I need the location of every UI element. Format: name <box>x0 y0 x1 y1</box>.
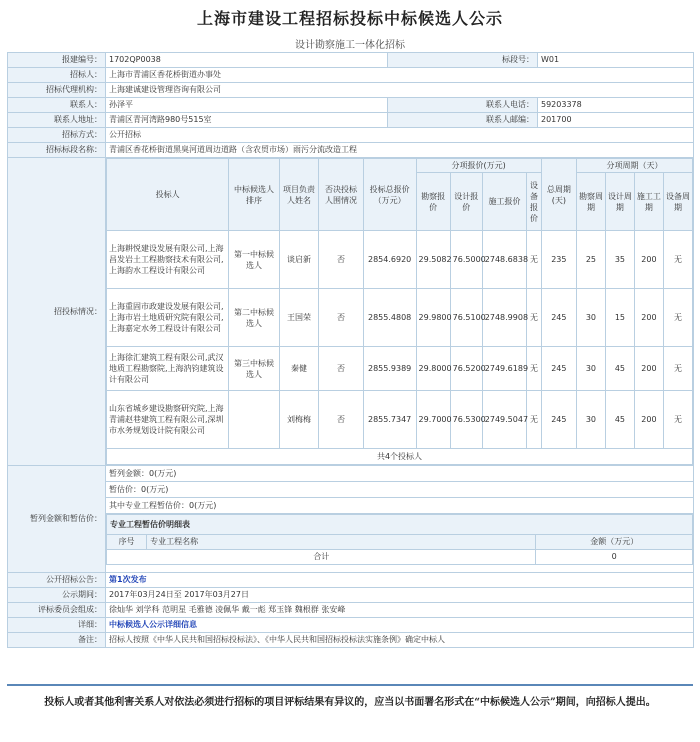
col-survey-period: 勘察周期 <box>576 173 605 231</box>
total-period-cell: 245 <box>541 347 576 391</box>
col-design-price: 设计报价 <box>450 173 482 231</box>
veto-cell: 否 <box>319 289 364 347</box>
provisional-amount: 暂列金额：0(万元) <box>106 466 693 482</box>
col-bidder: 投标人 <box>107 159 229 231</box>
bidder-cell: 上海耕悦建设发展有限公司,上海昌发岩土工程勘察技术有限公司,上海韵水工程设计有限公司 <box>107 231 229 289</box>
provisional-detail-table <box>106 514 693 565</box>
section-label: 标段号： <box>388 53 538 68</box>
address-label: 联系人地址： <box>8 113 106 128</box>
col-survey-price: 勘察报价 <box>416 173 450 231</box>
design-price-cell: 76.5200 <box>450 347 482 391</box>
remark-value: 招标人按照《中华人民共和国招标投标法》、《中华人民共和国招标投标法实施条例》确定中标人 <box>106 633 694 648</box>
build-period-cell: 200 <box>634 391 663 449</box>
bidder-cell: 上海重固市政建设发展有限公司,上海市岩土地质研究院有限公司,上海嘉定水务工程设计有限公司 <box>107 289 229 347</box>
design-period-cell: 45 <box>605 347 634 391</box>
equip-price-cell: 无 <box>527 231 541 289</box>
section-name-value: 青浦区香花桥街道黑臭河道周边道路（含农贸市场）雨污分流改造工程 <box>106 143 694 158</box>
total-cell: 2855.7347 <box>363 391 416 449</box>
build-price-cell: 2749.5047 <box>482 391 527 449</box>
agency-value: 上海建诚建设管理咨询有限公司 <box>106 83 694 98</box>
total-label: 合计 <box>107 550 536 565</box>
col-equip-period: 设备周期 <box>663 173 692 231</box>
table-row <box>107 289 693 347</box>
total-cell: 2855.4808 <box>363 289 416 347</box>
design-period-cell: 35 <box>605 231 634 289</box>
section-name-label: 招标标段名称： <box>8 143 106 158</box>
build-period-cell: 200 <box>634 289 663 347</box>
survey-period-cell: 30 <box>576 391 605 449</box>
period-value: 2017年03月24日至 2017年03月27日 <box>106 588 694 603</box>
total-value: 0 <box>536 550 693 565</box>
rank-cell: 第一中标候选人 <box>229 231 280 289</box>
survey-price-cell: 29.9800 <box>416 289 450 347</box>
build-period-cell: 200 <box>634 231 663 289</box>
equip-period-cell: 无 <box>663 231 692 289</box>
design-period-cell: 45 <box>605 391 634 449</box>
tenderer-value: 上海市青浦区香花桥街道办事处 <box>106 68 694 83</box>
survey-price-cell: 29.5082 <box>416 231 450 289</box>
col-split-period: 分项周期（天） <box>576 159 692 173</box>
committee-label: 评标委员会组成： <box>8 603 106 618</box>
veto-cell: 否 <box>319 231 364 289</box>
pm-cell: 刘梅梅 <box>279 391 318 449</box>
design-price-cell: 76.5300 <box>450 391 482 449</box>
phone-value: 59203378 <box>538 98 694 113</box>
equip-period-cell: 无 <box>663 391 692 449</box>
survey-price-cell: 29.7000 <box>416 391 450 449</box>
provisional-detail-title: 专业工程暂估价明细表 <box>107 515 693 535</box>
pm-cell: 王国荣 <box>279 289 318 347</box>
announcement-table <box>7 52 694 648</box>
col-project-name: 专业工程名称 <box>147 535 536 550</box>
contact-label: 联系人： <box>8 98 106 113</box>
announce-link[interactable]: 第1次发布 <box>109 575 147 584</box>
page-title: 上海市建设工程招标投标中标候选人公示 <box>196 9 503 28</box>
equip-price-cell: 无 <box>527 289 541 347</box>
bid-no-value: 1702QP0038 <box>106 53 388 68</box>
page-subtitle: 设计勘察施工一体化招标 <box>295 40 405 51</box>
committee-value: 徐灿华 刘学科 范明星 毛雅德 凌佩华 戴一彪 郑玉锋 魏根群 张安峰 <box>106 603 694 618</box>
rank-cell <box>229 391 280 449</box>
equip-period-cell: 无 <box>663 289 692 347</box>
col-design-period: 设计周期 <box>605 173 634 231</box>
equip-price-cell: 无 <box>527 347 541 391</box>
provisional-special: 其中专业工程暂估价：0(万元) <box>106 498 693 514</box>
address-value: 青浦区青河湾路980号515室 <box>106 113 388 128</box>
remark-label: 备注： <box>8 633 106 648</box>
contact-value: 孙泽平 <box>106 98 388 113</box>
detail-label: 详细： <box>8 618 106 633</box>
col-split-price: 分项报价(万元) <box>416 159 541 173</box>
build-period-cell: 200 <box>634 347 663 391</box>
total-period-cell: 245 <box>541 289 576 347</box>
design-period-cell: 15 <box>605 289 634 347</box>
table-row <box>107 347 693 391</box>
method-value: 公开招标 <box>106 128 694 143</box>
phone-label: 联系人电话： <box>388 98 538 113</box>
table-row <box>107 391 693 449</box>
agency-label: 招标代理机构： <box>8 83 106 98</box>
detail-link[interactable]: 中标候选人公示详细信息 <box>109 620 197 629</box>
survey-price-cell: 29.8000 <box>416 347 450 391</box>
build-price-cell: 2749.6189 <box>482 347 527 391</box>
method-label: 招标方式： <box>8 128 106 143</box>
equip-period-cell: 无 <box>663 347 692 391</box>
col-rank: 中标候选人排序 <box>229 159 280 231</box>
build-price-cell: 2748.6838 <box>482 231 527 289</box>
bidder-cell: 山东省城乡建设勘察研究院,上海青浦赵巷建筑工程有限公司,深圳市水务规划设计院有限公司 <box>107 391 229 449</box>
survey-period-cell: 30 <box>576 289 605 347</box>
total-period-cell: 245 <box>541 391 576 449</box>
rank-cell: 第二中标候选人 <box>229 289 280 347</box>
tenderer-label: 招标人： <box>8 68 106 83</box>
col-total: 投标总报价（万元） <box>363 159 416 231</box>
col-pm: 项目负责人姓名 <box>279 159 318 231</box>
bidder-cell: 上海徐汇建筑工程有限公司,武汉地质工程勘察院,上海汭钧建筑设计有限公司 <box>107 347 229 391</box>
provisional-estimate: 暂估价：0(万元) <box>106 482 693 498</box>
design-price-cell: 76.5000 <box>450 231 482 289</box>
announce-label: 公开招标公告： <box>8 573 106 588</box>
pm-cell: 秦健 <box>279 347 318 391</box>
bid-situation-label: 招投标情况： <box>8 158 106 466</box>
section-value: W01 <box>538 53 694 68</box>
table-row <box>107 231 693 289</box>
period-label: 公示期间： <box>8 588 106 603</box>
provisional-label: 暂列金额和暂估价： <box>8 466 106 573</box>
col-build-period: 施工工期 <box>634 173 663 231</box>
total-period-cell: 235 <box>541 231 576 289</box>
col-build-price: 施工报价 <box>482 173 527 231</box>
veto-cell: 否 <box>319 391 364 449</box>
equip-price-cell: 无 <box>527 391 541 449</box>
build-price-cell: 2748.9908 <box>482 289 527 347</box>
pm-cell: 谈启新 <box>279 231 318 289</box>
bid-table <box>106 158 693 465</box>
bidder-count: 共4个投标人 <box>107 449 693 465</box>
total-cell: 2855.9389 <box>363 347 416 391</box>
col-no: 序号 <box>107 535 147 550</box>
survey-period-cell: 25 <box>576 231 605 289</box>
col-equip-price: 设备报价 <box>527 173 541 231</box>
bid-no-label: 报建编号： <box>8 53 106 68</box>
veto-cell: 否 <box>319 347 364 391</box>
col-amount: 金额（万元） <box>536 535 693 550</box>
col-total-period: 总周期(天) <box>541 159 576 231</box>
total-cell: 2854.6920 <box>363 231 416 289</box>
design-price-cell: 76.5100 <box>450 289 482 347</box>
survey-period-cell: 30 <box>576 347 605 391</box>
postcode-label: 联系人邮编： <box>388 113 538 128</box>
objection-notice: 投标人或者其他利害关系人对依法必须进行招标的项目评标结果有异议的，应当以书面署名形式在“中标候选人公示”期间，向招标人提出。 <box>7 684 693 710</box>
rank-cell: 第三中标候选人 <box>229 347 280 391</box>
postcode-value: 201700 <box>538 113 694 128</box>
col-veto: 否决投标人围情况 <box>319 159 364 231</box>
